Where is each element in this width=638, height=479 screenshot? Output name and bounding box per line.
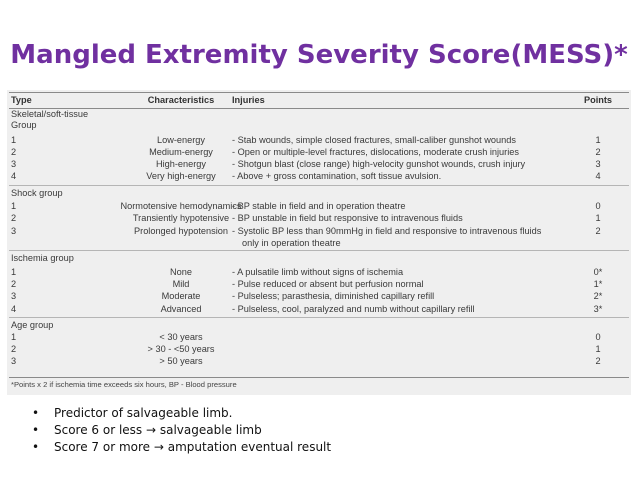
cell-characteristics: None: [170, 267, 192, 277]
cell-characteristics: Normotensive hemodynamics: [120, 201, 242, 211]
table-footnote: *Points x 2 if ischemia time exceeds six hours, BP - Blood pressure: [11, 380, 237, 389]
mess-table: [7, 90, 631, 395]
cell-injuries: - Pulseless; parasthesia, diminished capillary refill: [232, 291, 435, 301]
cell-injuries: - A pulsatile limb without signs of ischemia: [232, 267, 404, 277]
cell-points: 2*: [593, 291, 603, 301]
cell-type: 2: [11, 344, 17, 354]
cell-points: 2: [595, 147, 601, 157]
table-row: [7, 201, 631, 213]
cell-injuries: - BP stable in field and in operation theatre: [232, 201, 406, 211]
header-type: Type: [11, 95, 32, 105]
slide-title: Mangled Extremity Severity Score(MESS)*: [10, 40, 628, 70]
cell-type: Shock group: [11, 188, 63, 198]
cell-characteristics: > 30 - <50 years: [147, 344, 215, 354]
cell-points: 3*: [593, 304, 603, 314]
cell-type: 3: [11, 226, 17, 236]
cell-type: 1: [11, 201, 17, 211]
table-row: [7, 188, 631, 200]
cell-injuries: - Open or multiple-level fractures, dislocations, moderate crush injuries: [232, 147, 519, 157]
cell-points: 1: [595, 213, 601, 223]
cell-points: 3: [595, 159, 601, 169]
table-row: [7, 238, 631, 250]
cell-characteristics: Mild: [172, 279, 190, 289]
table-header: [7, 95, 631, 107]
table-row: [7, 147, 631, 159]
bullet-list: [32, 405, 331, 456]
cell-characteristics: Advanced: [160, 304, 202, 314]
table-row: [7, 279, 631, 291]
bullet-item: • Predictor of salvageable limb.: [32, 405, 331, 422]
cell-points: 1: [595, 344, 601, 354]
table-bottom-rule: [9, 377, 629, 378]
bullet-item: • Score 6 or less → salvageable limb: [32, 422, 331, 439]
header-characteristics: Characteristics: [147, 95, 215, 105]
cell-characteristics: Low-energy: [156, 135, 205, 145]
cell-type: 3: [11, 291, 17, 301]
cell-characteristics: Very high-energy: [146, 171, 216, 181]
group-rule: [9, 250, 629, 251]
cell-type: Skeletal/soft-tissue: [11, 109, 89, 119]
cell-characteristics: > 50 years: [159, 356, 203, 366]
cell-type: 3: [11, 356, 17, 366]
cell-type: Ischemia group: [11, 253, 74, 263]
cell-characteristics: High-energy: [155, 159, 207, 169]
cell-injuries: - Pulseless, cool, paralyzed and numb without capillary refill: [232, 304, 475, 314]
cell-injuries: - Pulse reduced or absent but perfusion normal: [232, 279, 424, 289]
cell-points: 4: [595, 171, 601, 181]
table-row: [7, 135, 631, 147]
cell-type: 3: [11, 159, 17, 169]
table-row: [7, 213, 631, 225]
cell-type: 1: [11, 332, 17, 342]
table-row: [7, 320, 631, 332]
group-rule: [9, 317, 629, 318]
cell-type: 1: [11, 267, 17, 277]
cell-type: Group: [11, 120, 37, 130]
table-row: [7, 356, 631, 368]
cell-injuries: - Systolic BP less than 90mmHg in field and responsive to intravenous fluids: [232, 226, 542, 236]
cell-injuries: - Stab wounds, simple closed fractures, small-caliber gunshot wounds: [232, 135, 516, 145]
cell-type: 2: [11, 279, 17, 289]
cell-injuries: - Above + gross contamination, soft tissue avulsion.: [232, 171, 442, 181]
cell-points: 2: [595, 226, 601, 236]
cell-injuries: - Shotgun blast (close range) high-velocity gunshot wounds, crush injury: [232, 159, 526, 169]
header-points: Points: [583, 95, 613, 105]
cell-type: 4: [11, 171, 17, 181]
cell-points: 0*: [593, 267, 603, 277]
cell-characteristics: Prolonged hypotension: [134, 226, 228, 236]
bullet-item: • Score 7 or more → amputation eventual result: [32, 439, 331, 456]
cell-points: 1: [595, 135, 601, 145]
cell-type: 2: [11, 213, 17, 223]
cell-points: 2: [595, 356, 601, 366]
group-rule: [9, 185, 629, 186]
table-row: [7, 291, 631, 303]
cell-type: 2: [11, 147, 17, 157]
cell-points: 0: [595, 332, 601, 342]
cell-injuries: only in operation theatre: [242, 238, 341, 248]
table-row: [7, 159, 631, 171]
cell-characteristics: Transiently hypotensive: [132, 213, 230, 223]
table-row: [7, 304, 631, 316]
table-top-rule: [9, 92, 629, 93]
cell-type: 1: [11, 135, 17, 145]
cell-injuries: - BP unstable in field but responsive to intravenous fluids: [232, 213, 463, 223]
cell-points: 1*: [593, 279, 603, 289]
table-row: [7, 120, 631, 132]
table-row: [7, 226, 631, 238]
table-row: [7, 332, 631, 344]
cell-type: 4: [11, 304, 17, 314]
table-row: [7, 344, 631, 356]
cell-characteristics: Moderate: [161, 291, 201, 301]
table-row: [7, 253, 631, 265]
table-row: [7, 171, 631, 183]
cell-characteristics: < 30 years: [159, 332, 203, 342]
table-row: [7, 267, 631, 279]
cell-points: 0: [595, 201, 601, 211]
header-injuries: Injuries: [232, 95, 265, 105]
cell-characteristics: Medium-energy: [149, 147, 213, 157]
cell-type: Age group: [11, 320, 54, 330]
